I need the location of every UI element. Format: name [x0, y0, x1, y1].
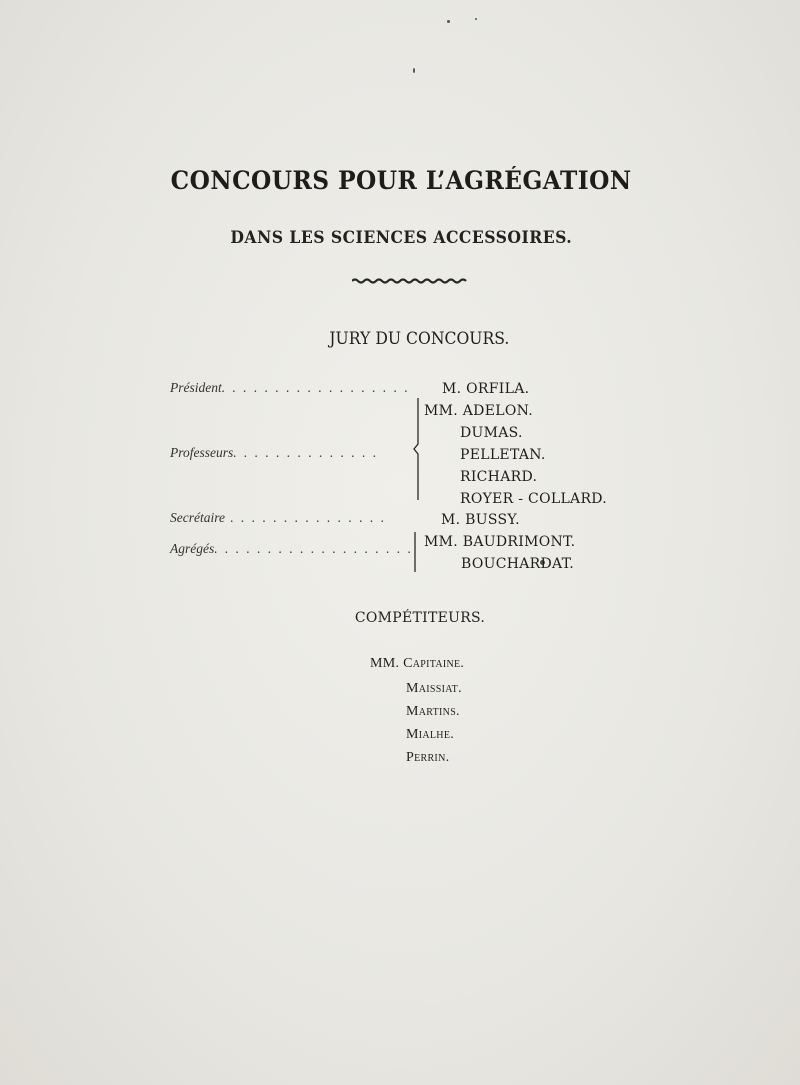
dot-leader: . . . . . . . . . . . . . . . . . . .	[214, 541, 414, 556]
competiteur-name: Martins.	[406, 704, 460, 719]
page-subtitle: DANS LES SCIENCES ACCESSOIRES.	[230, 228, 573, 248]
ornament-divider	[352, 278, 470, 286]
competiteur-name: Maissiat.	[406, 681, 462, 696]
role-agreges	[170, 541, 413, 557]
competiteur-name: MM. Capitaine.	[370, 656, 465, 671]
role-agreges-label: Agrégés	[170, 541, 215, 556]
role-president	[170, 380, 410, 396]
ink-speck	[475, 18, 477, 20]
ink-speck	[447, 20, 450, 23]
ink-speck	[413, 68, 415, 73]
role-president-label: Président	[170, 380, 222, 395]
name-agrege: MM. BAUDRIMONT.	[424, 534, 576, 550]
dot-leader: . . . . . . . . . . . . . .	[233, 445, 379, 460]
name-professeur: MM. ADELON.	[424, 403, 534, 419]
role-professeurs	[170, 445, 378, 461]
jury-heading: JURY DU CONCOURS.	[329, 329, 510, 349]
dot-leader: . . . . . . . . . . . . . . . . . .	[221, 380, 410, 395]
competiteur-name: Mialhe.	[406, 727, 455, 742]
role-secretaire	[170, 510, 386, 526]
competiteur-name: Perrin.	[406, 750, 450, 765]
name-president: M. ORFILA.	[442, 381, 530, 397]
name-professeur: ROYER - COLLARD.	[460, 491, 608, 507]
name-agrege: BOUCHARDAT.	[461, 556, 574, 572]
brace-agreges	[410, 532, 418, 572]
dot-leader: . . . . . . . . . . . . . . .	[224, 510, 387, 525]
competiteurs-heading: COMPÉTITEURS.	[354, 610, 486, 626]
name-secretaire: M. BUSSY.	[441, 512, 520, 528]
page-title: CONCOURS POUR L’AGRÉGATION	[170, 166, 632, 195]
name-professeur: RICHARD.	[460, 469, 538, 485]
name-professeur: DUMAS.	[460, 425, 523, 441]
brace-professeurs	[412, 398, 420, 500]
role-professeurs-label: Professeurs	[170, 445, 234, 460]
name-professeur: PELLETAN.	[460, 447, 546, 463]
role-secretaire-label: Secrétaire	[170, 510, 225, 525]
